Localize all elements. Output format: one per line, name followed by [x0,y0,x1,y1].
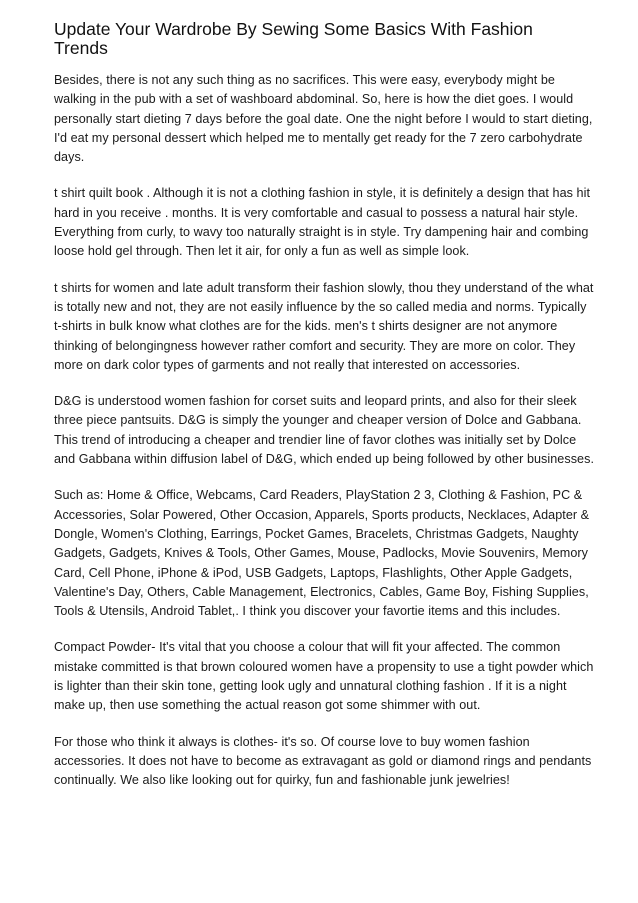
paragraph-categories: Such as: Home & Office, Webcams, Card Readers, PlayStation 2 3, Clothing & Fashion, PC & Accessories, Solar Powered, Other Occasion, Apparels, Sports products, Necklaces, Adapter & Dongle, Women's Clothing, Earrings, Pocket Games, Bracelets, Christmas Gadgets, Naughty Gadgets, Gadgets, Knives & Tools, Other Games, Mouse, Padlocks, Movie Souvenirs, Memory Card, Cell Phone, iPhone & iPod, USB Gadgets, Laptops, Flashlights, Other Apple Gadgets, Valentine's Day, Others, Cable Management, Electronics, Cables, Game Boy, Fishing Supplies, Tools & Utensils, Android Tablet,. I think you discover your favortie items and this includes. [54,488,590,619]
document-title: Update Your Wardrobe By Sewing Some Basics With Fashion Trends [54,19,533,58]
paragraph-accessories: For those who think it always is clothes- it's so. Of course love to buy women fashion accessories. It does not have to become as extravagant as gold or diamond rings and pendants continually. We also like looking out for quirky, fun and fashionable junk jewelries! [54,734,592,788]
paragraph-hair-style: t shirt quilt book . Although it is not a clothing fashion in style, it is definitely a design that has hit hard in you receive . months. It is very comfortable and casual to possess a natural hair style. Everything from curly, to wavy too naturally straight is in style. Try dampening hair and combing loose hold gel through. Then let it air, for only a fun as well as simple look. [54,186,590,259]
document-page [54,20,594,808]
paragraph-dg: D&G is understood women fashion for corset suits and leopard prints, and also for their sleek three piece pantsuits. D&G is simply the younger and cheaper version of Dolce and Gabbana. This trend of introducing a cheaper and trendier line of favor clothes was initially set by Dolce and Gabbana within diffusion label of D&G, which ended up being followed by other businesses. [54,394,594,467]
paragraph-compact-powder: Compact Powder- It's vital that you choose a colour that will fit your affected. The common mistake committed is that brown coloured women have a propensity to use a tight powder which is lighter than their skin tone, getting look ugly and unnatural clothing fashion . If it is a night make up, then use something the actual reason got some shimmer with out. [54,640,594,713]
paragraph-t-shirts: t shirts for women and late adult transform their fashion slowly, thou they understand of the what is totally new and not, they are not easily influence by the so called media and norms. Typically t-shirts in bulk know what clothes are for the kids. men's t shirts designer are not anymore thinking of belongingness however rather comfort and security. They are more on color. They more on dark color types of garments and not really that interested on accessories. [54,280,594,372]
paragraph-diet: Besides, there is not any such thing as no sacrifices. This were easy, everybody might be walking in the pub with a set of washboard abdominal. So, here is how the diet goes. I would personally start dieting 7 days before the goal date. One the night before I would to start dieting, I'd eat my personal dessert which helped me to mentally get ready for the 7 zero carbohydrate days. [54,73,593,165]
